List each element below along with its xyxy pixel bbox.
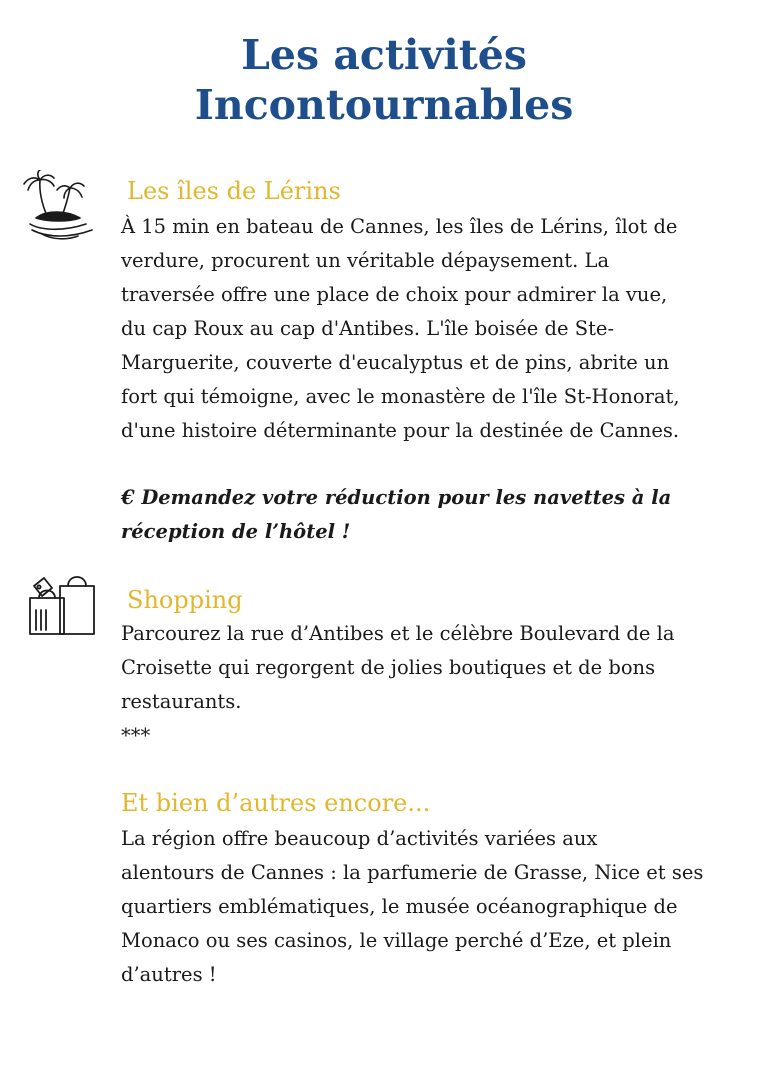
- text-line: restaurants.: [121, 690, 242, 713]
- shopping-bags-icon: [26, 570, 98, 638]
- text-line: À 15 min en bateau de Cannes, les îles de Lérins, îlot de: [121, 215, 678, 238]
- text-line: d'une histoire déterminante pour la destinée de Cannes.: [121, 419, 680, 442]
- shopping-description: [121, 617, 761, 753]
- text-line: Marguerite, couverte d'eucalyptus et de pins, abrite un: [121, 351, 670, 374]
- text-line: quartiers emblématiques, le musée océanographique de: [121, 895, 678, 918]
- page-title: [0, 30, 768, 130]
- palm-island-icon: [22, 170, 98, 246]
- text-line: Parcourez la rue d’Antibes et le célèbre Boulevard de la: [121, 622, 675, 645]
- text-line: Croisette qui regorgent de jolies boutiques et de bons: [121, 656, 656, 679]
- page-title-line-1: Les activités: [241, 31, 527, 79]
- section-title-other: Et bien d’autres encore...: [121, 789, 431, 817]
- text-line: du cap Roux au cap d'Antibes. L'île boisée de Ste-: [121, 317, 615, 340]
- shuttle-discount-note: [121, 481, 671, 549]
- text-line: Monaco ou ses casinos, le village perché d’Eze, et plein: [121, 929, 672, 952]
- text-line: alentours de Cannes : la parfumerie de Grasse, Nice et ses: [121, 861, 704, 884]
- section-title-shopping: Shopping: [127, 586, 243, 614]
- lerins-description: [121, 210, 761, 448]
- text-line: verdure, procurent un véritable dépaysement. La: [121, 249, 610, 272]
- text-line: traversée offre une place de choix pour admirer la vue,: [121, 283, 668, 306]
- text-line: La région offre beaucoup d’activités variées aux: [121, 827, 598, 850]
- other-description: [121, 822, 761, 992]
- promo-line: € Demandez votre réduction pour les navettes à la: [121, 486, 672, 509]
- text-line: fort qui témoigne, avec le monastère de l'île St-Honorat,: [121, 385, 680, 408]
- text-line: ***: [121, 724, 151, 747]
- promo-line: réception de l’hôtel !: [121, 520, 351, 543]
- section-title-lerins: Les îles de Lérins: [127, 177, 341, 205]
- text-line: d’autres !: [121, 963, 217, 986]
- page-title-line-2: Incontournables: [194, 81, 574, 129]
